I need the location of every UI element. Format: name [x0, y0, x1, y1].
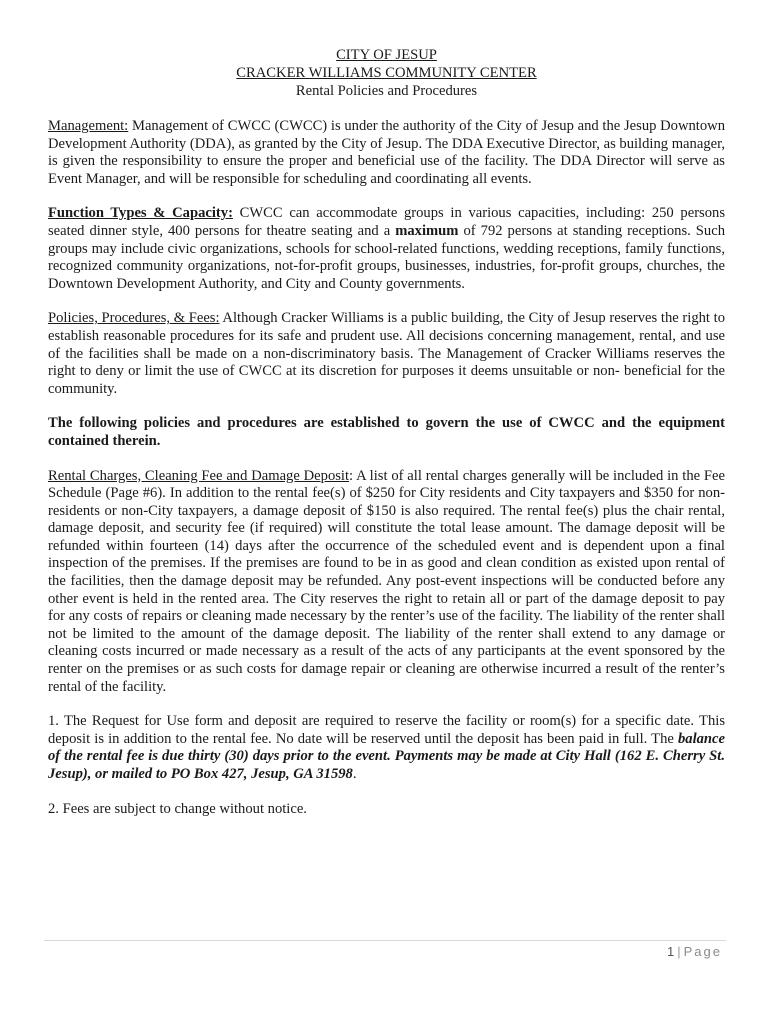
- document-body: [48, 46, 725, 818]
- function-maximum: maximum: [395, 222, 459, 239]
- rental-text: : A list of all rental charges generally will be included in the Fee Schedule (Page #6). In addition to the rental fee(s) of $250 for City residents and City taxpayers and $350 for non-residents or non-City taxpayers, a damage deposit of $150 is also required. The rental fee(s) plus the chair rental, damage deposit, and security fee (if required) will constitute the total lease amount. The damage deposit will be refunded within fourteen (14) days after the occurrence of the scheduled event and is dependent upon a final inspection of the premises. If the premises are found to be in as good and clean condition as existed upon rental of the facilities, then the damage deposit may be refunded. Any post-event inspections will be conducted before any other event is held in the rented area. The City reserves the right to retain all or part of the damage deposit to pay for any costs of repairs or cleaning made necessary by the renter’s use of the facility. The liability of the renter shall not be limited to the amount of the damage deposit. The liability of the renter shall extend to any damage or cleaning costs incurred or made necessary as a result of the acts of any participants at the event sponsored by the renter on the premises or as such costs for damage repair or cleaning are otherwise incurred a result of the renter’s rental of the facility.: [48, 467, 725, 695]
- rental-paragraph: [48, 468, 725, 697]
- management-text: Management of CWCC (CWCC) is under the authority of the City of Jesup and the Jesup Downtown Development Authority (DDA), as granted by the City of Jesup. The DDA Executive Director, as building manager, is given the responsibility to ensure the proper and beneficial use of the facility. The DDA Director will serve as Event Manager, and will be responsible for scheduling and coordinating all events.: [48, 118, 726, 187]
- item-1-payment-terms: balance of the rental fee is due thirty (30) days prior to the event. Payments may be made at City Hall (162 E. Cherry St. Jesup), or mailed to PO Box 427, Jesup, GA 31598: [48, 730, 725, 782]
- footer-separator: |: [677, 944, 681, 959]
- document-header: [48, 46, 725, 100]
- function-text-after: of 792 persons at standing receptions. Such groups may include civic organizations, schools for school-related functions, wedding receptions, family functions, recognized community organizations, not-for-profit groups, businesses, industries, for-profit groups, churches, the Downtown Development Authority, and City and County governments.: [48, 222, 725, 292]
- item-1-text: 1. The Request for Use form and deposit are required to reserve the facility or room(s) for a specific date. This deposit is in addition to the rental fee. No date will be reserved until the deposit has been paid in full. The: [48, 713, 725, 747]
- item-1-paragraph: [48, 713, 725, 783]
- following-paragraph: The following policies and procedures are established to govern the use of CWCC and the equipment contained therein.: [48, 415, 725, 449]
- policies-paragraph: [48, 310, 725, 398]
- item-1-end: .: [352, 766, 357, 782]
- function-paragraph: [48, 205, 725, 293]
- rental-heading: Rental Charges, Cleaning Fee and Damage Deposit: [48, 467, 350, 484]
- management-heading: Management:: [48, 118, 129, 134]
- center-title: CRACKER WILLIAMS COMMUNITY CENTER: [236, 65, 537, 81]
- item-2-paragraph: 2. Fees are subject to change without notice.: [48, 800, 307, 817]
- page-label: Page: [683, 944, 722, 959]
- function-text-before: CWCC can accommodate groups in various capacities, including: 250 persons seated dinner style, 400 persons for theatre seating and a: [48, 205, 726, 239]
- document-subtitle: Rental Policies and Procedures: [295, 83, 478, 99]
- management-paragraph: [48, 118, 725, 188]
- city-title: CITY OF JESUP: [336, 47, 437, 63]
- policies-heading: Policies, Procedures, & Fees:: [48, 310, 220, 327]
- function-heading: Function Types & Capacity:: [48, 205, 233, 222]
- page-number: 1: [667, 944, 675, 959]
- page-footer: [667, 944, 722, 959]
- footer-divider: [44, 940, 726, 941]
- policies-text: Although Cracker Williams is a public building, the City of Jesup reserves the right to establish reasonable procedures for its safe and prudent use. All decisions concerning management, rental, and use of the facilities shall be made on a non-discriminatory basis. The Management of Cracker Williams reserves the right to deny or limit the use of CWCC at its discretion for purposes it deems unsuitable or non- beneficial for the community.: [48, 310, 725, 397]
